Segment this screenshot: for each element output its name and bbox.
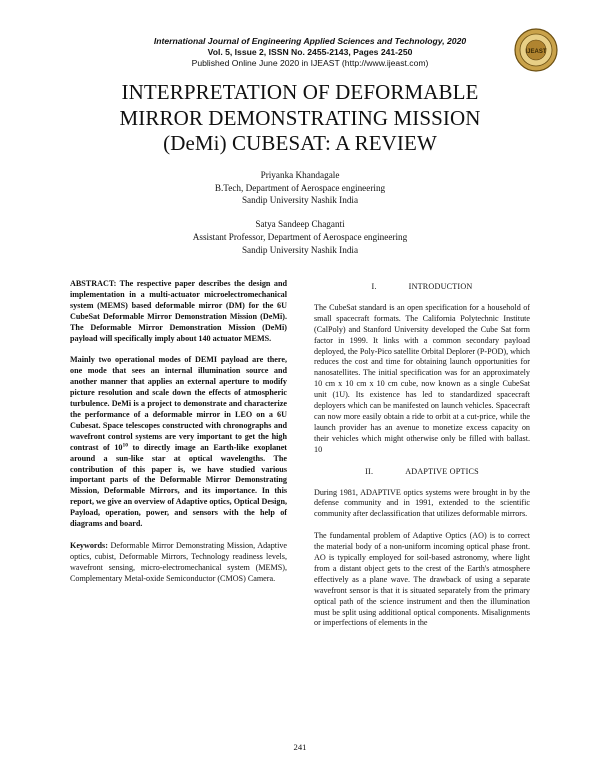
abstract-paragraph: Mainly two operational modes of DEMI payload are there, one mode that sees an internal illumination source and another manner that applies an external aperture to modify picture resolution and scale down the effects of atmospheric turbulence. DeMi is a project to demonstrate and characterize the performance of a deformable mirror in LEO on a 6U Cubesat. Space telescopes constructed with chronographs and wavefront control systems are very important to get the high contrast of $10^{10}$ to directly image an Earth-like exoplanet around a sun-like star at optical wavelengths. The contribution of this paper is, we have studied various important parts of the Deformable Mirror Demonstrating Mission, Deformable Mirrors, and its importance. In this report, we give an overview of Adaptive optics, Optical Design, Payload, operation, power, and sensors with the help of diagrams and board. bbox=[70, 355, 288, 529]
author-affiliation: Sandip University Nashik India bbox=[241, 195, 359, 206]
journal-volume: Vol. 5, Issue 2, ISSN No. 2455-2143, Pages 241-250 bbox=[207, 47, 413, 57]
author-role: Assistant Professor, Department of Aerospace engineering bbox=[192, 231, 408, 242]
page-number: 241 bbox=[293, 742, 307, 752]
paper-title bbox=[60, 80, 540, 157]
author-name: Satya Sandeep Chaganti bbox=[255, 219, 345, 230]
section-heading: I. INTRODUCTION bbox=[371, 282, 473, 291]
author-affiliation: Sandip University Nashik India bbox=[241, 244, 359, 255]
body-paragraph: The CubeSat standard is an open specification for a household of small spacecraft formats. The California Polytechnic Institute (CalPoly) and Stanford University developed the Cube Sat form factor in 1999. It links with a common secondary payload deployed, the Poly-Pico satellite Orbital Deplorer (P-POD), which reduces the cost and time for obtaining launch opportunities for nanosatellites. The initial specification was for an approximately 10 cm x 10 cm x 10 cm cube, now known as a single CubeSat unit (1U). Its existence has led to standardized spacecraft deployers which can be manifested on launch vehicles. Spacecraft can now more easily obtain a ride to orbit at a cut-price, while the launch provider has an avenue to monetize excess capacity on their vehicles which might otherwise only be filled with ballast. 10 bbox=[314, 302, 530, 454]
title-line-3: (DeMi) CUBESAT: A REVIEW bbox=[163, 131, 437, 155]
journal-name: International Journal of Engineering Applied Sciences and Technology, 2020 bbox=[153, 36, 467, 46]
section-heading: II. ADAPTIVE OPTICS bbox=[365, 466, 479, 476]
title-line-1: INTERPRETATION OF DEFORMABLE bbox=[121, 80, 479, 104]
keywords bbox=[70, 541, 287, 585]
title-line-2: MIRROR DEMONSTRATING MISSION bbox=[119, 105, 481, 130]
author-role: B.Tech, Department of Aerospace engineering bbox=[214, 182, 386, 193]
journal-published: Published Online June 2020 in IJEAST (http://www.ijeast.com) bbox=[191, 58, 429, 68]
body-paragraph: The fundamental problem of Adaptive Optics (AO) is to correct the material body of a non-uniform incoming optical phase front. AO is typically employed for soil-based astronomy, where light from a distant object gets to the crest of the Earth's atmosphere effectively as a plane wave. The drawback of using a separate wavefront sensor is that it is situated separately from the primary optical path of the science instrument and then the illumination must be split using additional optical components. Misalignments or imperfections of elements in the bbox=[314, 531, 530, 628]
keywords-label: Keywords: bbox=[70, 540, 108, 550]
logo-text: IJEAST bbox=[525, 49, 547, 55]
author-block bbox=[100, 169, 500, 256]
journal-header bbox=[110, 36, 510, 69]
left-column bbox=[70, 279, 287, 596]
body-paragraph: During 1981, ADAPTIVE optics systems were brought in by the defense community and in 1991, extended to the scientific community after declassification that utilizes deformable mirrors. bbox=[314, 487, 530, 519]
author-name: Priyanka Khandagale bbox=[260, 170, 340, 180]
abstract-paragraph: ABSTRACT: The respective paper describes the design and implementation in a multi-actuator microelectromechanical system (MEMS) based deformable mirror (DM) for the 6U CubeSat Deformable Mirror Demonstration Mission (DeMi). The Deformable Mirror Demonstration Mission (DeMi) payload will specifically imply about 140 actuator MEMS. bbox=[70, 279, 287, 343]
journal-logo bbox=[514, 28, 558, 72]
keywords-text: Deformable Mirror Demonstrating Mission, Adaptive optics, cubist, Deformable Mirrors, Technology readiness levels, wavefront sensing, micro-electromechanical system (MEMS), Complementary Metal-oxide Semiconductor (CMOS) Camera. bbox=[70, 540, 287, 583]
right-column bbox=[314, 282, 530, 640]
